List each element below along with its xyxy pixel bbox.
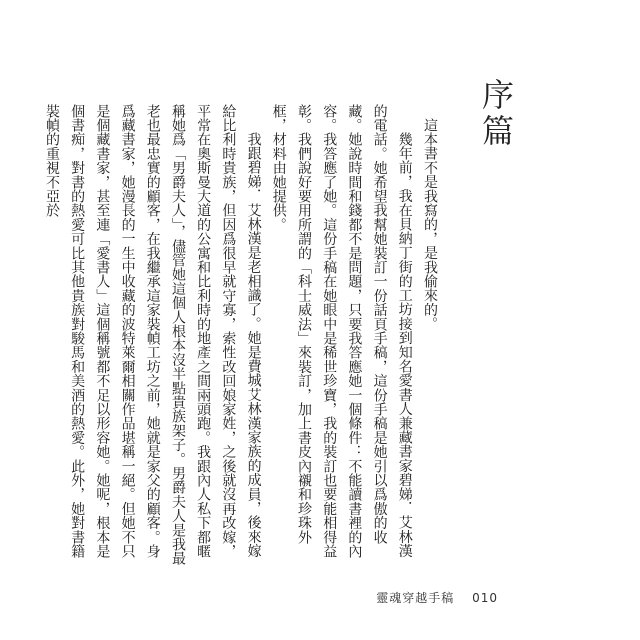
running-book-title: 靈魂穿越手稿: [376, 591, 455, 605]
paragraph-1: 這本書不是我寫的，是我偷來的。: [422, 118, 438, 331]
page-footer: [376, 591, 498, 605]
paragraph-2: 幾年前，我在貝納丁街的工坊接到知名愛書人兼藏書家碧娣．艾林漢的電話。她希望我幫她裝訂一份話頁手稿，這份手稿是她引以爲傲的收藏。她說時間和錢都不是問題，只要我答應她一個條件：不能讀書裡的內容。我答應了她。這份手稿在她眼中是稀世珍寶，我的裝訂也要能相得益彰。我們說好要用所謂的「科士威法」來裝訂，加上書皮內襯和珍珠外框，材料由她提供。: [270, 104, 413, 559]
page-number: 010: [472, 591, 498, 605]
paragraph-3: 我跟碧娣．艾林漢是老相識了。她是費城艾林漢家族的成員，後來嫁給比利時貴族，但因爲很早就守寡，索性改回娘家姓，之後就沒再改嫁，平常在奧斯曼大道的公寓和比利時的地產之間兩頭跑。我跟內人私下都暱稱她爲「男爵夫人」，儘管她這個人根本沒半點貴族架子。男爵夫人是我最老也最忠實的顧客，在我繼承這家裝幀工坊之前，她就是家父的顧客。身爲藏書家，她漫長的一生中收藏的波特萊爾相關作品堪稱一絕。但她不只是個藏書家，甚至連「愛書人」這個稱號都不足以形容她。她呢，根本是個書痴，對書的熱愛可比其他貴族對駿馬和美酒的熱愛。此外，她對書籍裝幀的重視不亞於: [43, 104, 262, 566]
chapter-title: 序篇: [477, 78, 515, 150]
body-text: [43, 104, 442, 566]
